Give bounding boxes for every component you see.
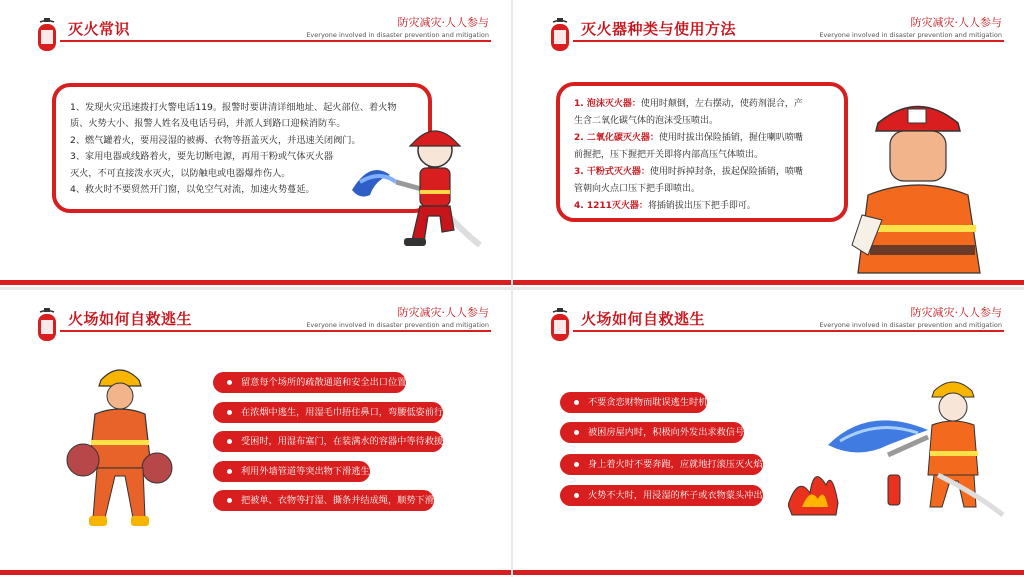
text-line: 2、燃气罐着火，要用浸湿的被褥、衣物等捂盖灭火，并迅速关闭阀门。 [70,134,361,146]
header-divider [60,40,491,42]
text-line: 质、火势大小、报警人姓名及电话号码，并派人到路口迎候消防车。 [70,118,346,130]
text-line: 3、家用电器或线路着火，要先切断电源，再用干粉或气体灭火器 [70,151,334,163]
tip-pill: 被困房屋内时，积极向外发出求救信号 [560,422,744,443]
text-line: 4、救火时不要贸然开门窗，以免空气对流，加速火势蔓延。 [70,184,315,196]
firefighter-portrait-icon [848,95,988,275]
tip-pill: 受困时，用湿布塞门，在装满水的容器中等待救援 [213,431,443,452]
slide-title: 灭火器种类与使用方法 [581,20,737,38]
text-line: 灭火，不可直接泼水灭火，以防触电或电器爆炸伤人。 [70,167,291,179]
header-divider [60,330,491,332]
list-item: 4. 1211灭火器：将插销拔出压下把手即可。 [574,201,756,211]
list-item: 2. 二氧化碳灭火器：使用时拔出保险插销，握住喇叭喷嘴 [574,133,803,143]
slide-title: 火场如何自救逃生 [68,310,193,328]
fire-extinguisher-logo-icon [549,308,571,342]
content-card [556,82,848,222]
slide-escape-tips-2[interactable] [513,290,1024,577]
tip-pill: 把被单、衣物等打湿、撕条并结成绳，顺势下滑 [213,490,434,511]
text-line: 1、发现火灾迅速拨打火警电话119。报警时要讲清详细地址、起火部位、着火物 [70,102,397,113]
firefighter-hydrant-fire-icon [788,375,1008,525]
fire-extinguisher-logo-icon [36,308,58,342]
tip-pill: 身上着火时不要奔跑，应就地打滚压灭火焰 [560,454,763,475]
tip-pill: 不要贪恋财物而耽误逃生时机 [560,392,707,413]
tip-pill: 留意每个场所的疏散通道和安全出口位置 [213,372,406,393]
slide-title: 火场如何自救逃生 [581,310,706,328]
slide-title: 灭火常识 [68,20,131,38]
slogan-cn: 防灾减灾·人人参与 [910,16,1002,29]
footer-bar [0,280,511,285]
header-divider [573,40,1004,42]
slogan-cn: 防灾减灾·人人参与 [397,16,489,29]
slide-extinguisher-types[interactable] [513,0,1024,287]
list-item: 1. 泡沫灭火器：使用时颠倒，左右摆动，使药剂混合，产 [574,99,803,109]
tip-pill: 利用外墙管道等突出物下滑逃生 [213,461,370,482]
firefighter-standing-hose-icon [65,358,175,533]
list-item: 生含二氧化碳气体的泡沫受压喷出。 [574,116,719,126]
slogan-en: Everyone involved in disaster prevention and mitigation [306,321,489,329]
extinguisher-list [574,96,830,215]
tip-pill: 在浓烟中逃生，用湿毛巾捂住鼻口，弯腰低姿前行 [213,402,443,423]
tip-pill: 火势不大时，用浸湿的杯子或衣物蒙头冲出 [560,485,763,506]
slogan-cn: 防灾减灾·人人参与 [397,306,489,319]
slogan-cn: 防灾减灾·人人参与 [910,306,1002,319]
list-item: 3. 干粉式灭火器：使用时拆掉封条，拔起保险插销，喷嘴 [574,167,803,177]
slide-escape-tips-1[interactable] [0,290,511,577]
list-item: 管朝向火点口压下把手即喷出。 [574,184,701,194]
footer-bar [513,570,1024,575]
fire-extinguisher-logo-icon [36,18,58,52]
fire-extinguisher-logo-icon [549,18,571,52]
slogan-en: Everyone involved in disaster prevention and mitigation [819,321,1002,329]
firefighter-kneeling-hose-icon [350,120,485,255]
slogan-en: Everyone involved in disaster prevention and mitigation [306,31,489,39]
slide-fire-knowledge[interactable] [0,0,511,287]
footer-bar [0,570,511,575]
header-divider [573,330,1004,332]
footer-bar [513,280,1024,285]
list-item: 前握把，压下握把开关即将内部高压气体喷出。 [574,150,764,160]
slogan-en: Everyone involved in disaster prevention and mitigation [819,31,1002,39]
